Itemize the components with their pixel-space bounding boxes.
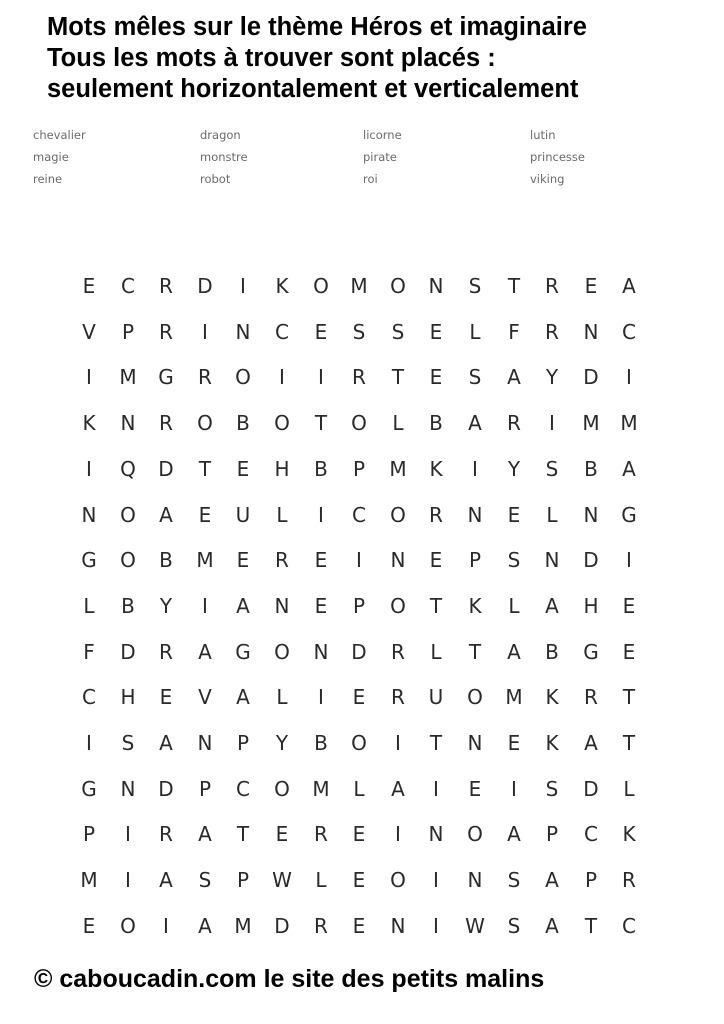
grid-cell: R (584, 685, 598, 709)
grid-cell: A (622, 457, 636, 481)
grid-cell: I (433, 777, 439, 801)
grid-cell: D (583, 548, 599, 572)
grid-cell: A (198, 914, 212, 938)
grid-cell: W (272, 868, 292, 892)
grid-cell: A (159, 503, 173, 527)
grid-cell: I (433, 868, 439, 892)
grid-cell: N (467, 503, 483, 527)
grid-cell: E (507, 503, 521, 527)
grid-cell: I (86, 731, 92, 755)
grid-cell: L (508, 594, 520, 618)
grid-cell: R (391, 640, 405, 664)
grid-cell: I (395, 731, 401, 755)
grid-cell: K (82, 411, 96, 435)
word-list-item: pirate (363, 150, 397, 164)
grid-cell: E (622, 640, 636, 664)
grid-cell: E (82, 274, 96, 298)
grid-cell: T (429, 731, 443, 755)
word-list-item: princesse (530, 150, 585, 164)
word-list-item: monstre (200, 150, 248, 164)
grid-cell: E (622, 594, 636, 618)
grid-cell: C (622, 914, 636, 938)
grid-cell: D (120, 640, 136, 664)
grid-cell: S (468, 365, 482, 389)
grid-cell: L (623, 777, 635, 801)
grid-cell: P (468, 548, 482, 572)
grid-cell: I (356, 548, 362, 572)
grid-cell: E (429, 548, 443, 572)
grid-cell: C (622, 320, 636, 344)
grid-cell: B (429, 411, 443, 435)
grid-cell: N (197, 731, 213, 755)
grid-cell: O (467, 822, 483, 846)
grid-cell: O (390, 274, 406, 298)
grid-cell: C (275, 320, 289, 344)
grid-cell: N (390, 914, 406, 938)
grid-cell: M (620, 411, 638, 435)
grid-cell: M (350, 274, 368, 298)
grid-cell: E (468, 777, 482, 801)
grid-cell: G (81, 548, 97, 572)
grid-cell: K (545, 731, 559, 755)
grid-cell: L (430, 640, 442, 664)
grid-cell: M (582, 411, 600, 435)
grid-cell: N (235, 320, 251, 344)
grid-cell: C (584, 822, 598, 846)
grid-cell: R (314, 822, 328, 846)
grid-cell: E (352, 868, 366, 892)
grid-cell: T (429, 594, 443, 618)
grid-cell: S (507, 914, 521, 938)
grid-cell: L (315, 868, 327, 892)
word-list-item: lutin (530, 128, 556, 142)
grid-cell: A (236, 685, 250, 709)
word-list-item: dragon (200, 128, 241, 142)
grid-cell: N (467, 731, 483, 755)
grid-cell: E (352, 914, 366, 938)
grid-cell: O (274, 411, 290, 435)
grid-cell: R (352, 365, 366, 389)
grid-cell: E (429, 320, 443, 344)
grid-cell: M (196, 548, 214, 572)
grid-cell: O (120, 548, 136, 572)
title-line-3: seulement horizontalement et verticalement (47, 75, 579, 103)
grid-cell: E (314, 594, 328, 618)
grid-cell: Y (159, 594, 173, 618)
grid-cell: I (125, 822, 131, 846)
grid-cell: A (507, 822, 521, 846)
grid-cell: G (583, 640, 599, 664)
grid-cell: E (584, 274, 598, 298)
grid-cell: N (274, 594, 290, 618)
grid-cell: F (508, 320, 520, 344)
grid-cell: G (235, 640, 251, 664)
grid-cell: R (159, 640, 173, 664)
grid-cell: T (584, 914, 598, 938)
word-list-item: robot (200, 172, 231, 186)
grid-cell: R (159, 411, 173, 435)
grid-cell: I (202, 320, 208, 344)
title-line-1: Mots mêles sur le thème Héros et imaginaire (47, 13, 587, 41)
grid-cell: R (622, 868, 636, 892)
grid-cell: I (163, 914, 169, 938)
grid-cell: E (236, 548, 250, 572)
grid-cell: C (82, 685, 96, 709)
grid-cell: S (352, 320, 366, 344)
word-list-item: reine (33, 172, 63, 186)
grid-cell: C (121, 274, 135, 298)
grid-cell: O (120, 503, 136, 527)
grid-cell: N (544, 548, 560, 572)
grid-cell: A (468, 411, 482, 435)
grid-cell: M (80, 868, 98, 892)
grid-cell: D (274, 914, 290, 938)
grid-cell: E (352, 685, 366, 709)
grid-cell: A (507, 640, 521, 664)
grid-cell: P (236, 868, 250, 892)
word-list-item: viking (530, 172, 565, 186)
word-list (33, 128, 713, 198)
grid-cell: M (234, 914, 252, 938)
word-list-item: chevalier (33, 128, 86, 142)
grid-cell: P (352, 457, 366, 481)
grid-cell: P (121, 320, 135, 344)
grid-cell: O (313, 274, 329, 298)
grid-cell: A (545, 914, 559, 938)
grid-cell: I (125, 868, 131, 892)
grid-cell: O (274, 777, 290, 801)
grid-cell: O (390, 594, 406, 618)
grid-cell: I (511, 777, 517, 801)
grid-cell: N (428, 274, 444, 298)
word-list-item: roi (363, 172, 378, 186)
grid-cell: K (275, 274, 289, 298)
grid-cell: E (198, 503, 212, 527)
grid-cell: T (507, 274, 521, 298)
grid-cell: N (390, 548, 406, 572)
grid-cell: L (353, 777, 365, 801)
grid-cell: E (275, 822, 289, 846)
grid-cell: B (236, 411, 250, 435)
grid-cell: L (276, 685, 288, 709)
grid-cell: A (622, 274, 636, 298)
grid-cell: R (198, 365, 212, 389)
grid-cell: I (318, 365, 324, 389)
grid-cell: I (472, 457, 478, 481)
grid-cell: P (236, 731, 250, 755)
grid-cell: T (391, 365, 405, 389)
grid-cell: R (159, 822, 173, 846)
grid-cell: E (507, 731, 521, 755)
footer-credit: © caboucadin.com le site des petits malins (34, 965, 545, 993)
grid-cell: H (274, 457, 290, 481)
grid-cell: O (197, 411, 213, 435)
grid-cell: A (159, 868, 173, 892)
grid-cell: I (279, 365, 285, 389)
grid-cell: I (202, 594, 208, 618)
grid-cell: G (621, 503, 637, 527)
grid-cell: R (545, 320, 559, 344)
grid-cell: O (120, 914, 136, 938)
grid-cell: A (198, 822, 212, 846)
grid-cell: A (159, 731, 173, 755)
grid-cell: A (236, 594, 250, 618)
grid-cell: M (389, 457, 407, 481)
grid-cell: I (318, 685, 324, 709)
grid-cell: T (622, 731, 636, 755)
grid-cell: L (546, 503, 558, 527)
grid-cell: P (198, 777, 212, 801)
grid-cell: Q (120, 457, 136, 481)
grid-cell: I (86, 457, 92, 481)
grid-cell: M (312, 777, 330, 801)
grid-cell: V (82, 320, 96, 344)
grid-cell: N (428, 822, 444, 846)
grid-cell: A (391, 777, 405, 801)
grid-cell: Y (545, 365, 559, 389)
grid-cell: L (392, 411, 404, 435)
grid-cell: D (197, 274, 213, 298)
grid-cell: S (507, 548, 521, 572)
word-list-item: licorne (363, 128, 402, 142)
grid-cell: A (545, 868, 559, 892)
grid-cell: R (314, 914, 328, 938)
grid-cell: O (235, 365, 251, 389)
grid-cell: S (198, 868, 212, 892)
grid-cell: F (83, 640, 95, 664)
grid-cell: B (584, 457, 598, 481)
grid-cell: N (467, 868, 483, 892)
grid-cell: I (318, 503, 324, 527)
grid-cell: P (82, 822, 96, 846)
title-line-2: Tous les mots à trouver sont placés : (47, 44, 496, 72)
grid-cell: D (583, 365, 599, 389)
grid-cell: O (274, 640, 290, 664)
grid-cell: D (583, 777, 599, 801)
grid-cell: E (314, 548, 328, 572)
grid-cell: A (545, 594, 559, 618)
worksheet-title (47, 12, 717, 105)
grid-cell: C (352, 503, 366, 527)
grid-cell: O (351, 411, 367, 435)
grid-cell: T (468, 640, 482, 664)
grid-cell: H (583, 594, 599, 618)
grid-cell: N (120, 411, 136, 435)
grid-cell: Y (275, 731, 289, 755)
grid-cell: N (583, 320, 599, 344)
grid-cell: R (275, 548, 289, 572)
grid-cell: P (545, 822, 559, 846)
grid-cell: S (507, 868, 521, 892)
grid-cell: G (158, 365, 174, 389)
grid-cell: B (159, 548, 173, 572)
grid-cell: M (505, 685, 523, 709)
grid-cell: E (429, 365, 443, 389)
grid-cell: D (351, 640, 367, 664)
grid-cell: R (391, 685, 405, 709)
grid-cell: R (545, 274, 559, 298)
grid-cell: W (465, 914, 485, 938)
grid-cell: P (584, 868, 598, 892)
grid-cell: N (120, 777, 136, 801)
grid-cell: B (121, 594, 135, 618)
grid-cell: O (467, 685, 483, 709)
grid-cell: D (158, 777, 174, 801)
grid-cell: E (352, 822, 366, 846)
grid-cell: V (198, 685, 212, 709)
word-list-item: magie (33, 150, 69, 164)
grid-cell: O (390, 503, 406, 527)
grid-cell: U (428, 685, 444, 709)
grid-cell: K (622, 822, 636, 846)
grid-cell: K (468, 594, 482, 618)
grid-cell: O (351, 731, 367, 755)
grid-cell: S (545, 457, 559, 481)
grid-cell: Y (507, 457, 521, 481)
grid-cell: L (469, 320, 481, 344)
grid-cell: N (81, 503, 97, 527)
grid-cell: A (198, 640, 212, 664)
grid-cell: I (240, 274, 246, 298)
grid-cell: R (507, 411, 521, 435)
grid-cell: R (159, 320, 173, 344)
grid-cell: L (276, 503, 288, 527)
grid-cell: B (314, 731, 328, 755)
grid-cell: I (395, 822, 401, 846)
grid-cell: S (468, 274, 482, 298)
grid-cell: L (83, 594, 95, 618)
grid-cell: E (314, 320, 328, 344)
grid-cell: B (545, 640, 559, 664)
grid-cell: H (120, 685, 136, 709)
letter-grid (70, 266, 650, 946)
grid-cell: T (198, 457, 212, 481)
grid-cell: K (429, 457, 443, 481)
grid-cell: I (626, 365, 632, 389)
grid-cell: N (583, 503, 599, 527)
grid-cell: K (545, 685, 559, 709)
grid-cell: S (391, 320, 405, 344)
grid-cell: T (622, 685, 636, 709)
grid-cell: M (119, 365, 137, 389)
grid-cell: P (352, 594, 366, 618)
grid-cell: T (314, 411, 328, 435)
grid-cell: C (236, 777, 250, 801)
grid-cell: I (433, 914, 439, 938)
grid-cell: A (507, 365, 521, 389)
grid-cell: I (86, 365, 92, 389)
grid-cell: E (236, 457, 250, 481)
grid-cell: T (236, 822, 250, 846)
grid-cell: I (549, 411, 555, 435)
grid-cell: S (121, 731, 135, 755)
grid-cell: A (584, 731, 598, 755)
grid-cell: E (82, 914, 96, 938)
grid-cell: R (429, 503, 443, 527)
grid-cell: D (158, 457, 174, 481)
grid-cell: U (235, 503, 251, 527)
grid-cell: G (81, 777, 97, 801)
grid-cell: N (313, 640, 329, 664)
grid-cell: S (545, 777, 559, 801)
grid-cell: R (159, 274, 173, 298)
grid-cell: E (159, 685, 173, 709)
grid-cell: O (390, 868, 406, 892)
grid-cell: B (314, 457, 328, 481)
grid-cell: I (626, 548, 632, 572)
